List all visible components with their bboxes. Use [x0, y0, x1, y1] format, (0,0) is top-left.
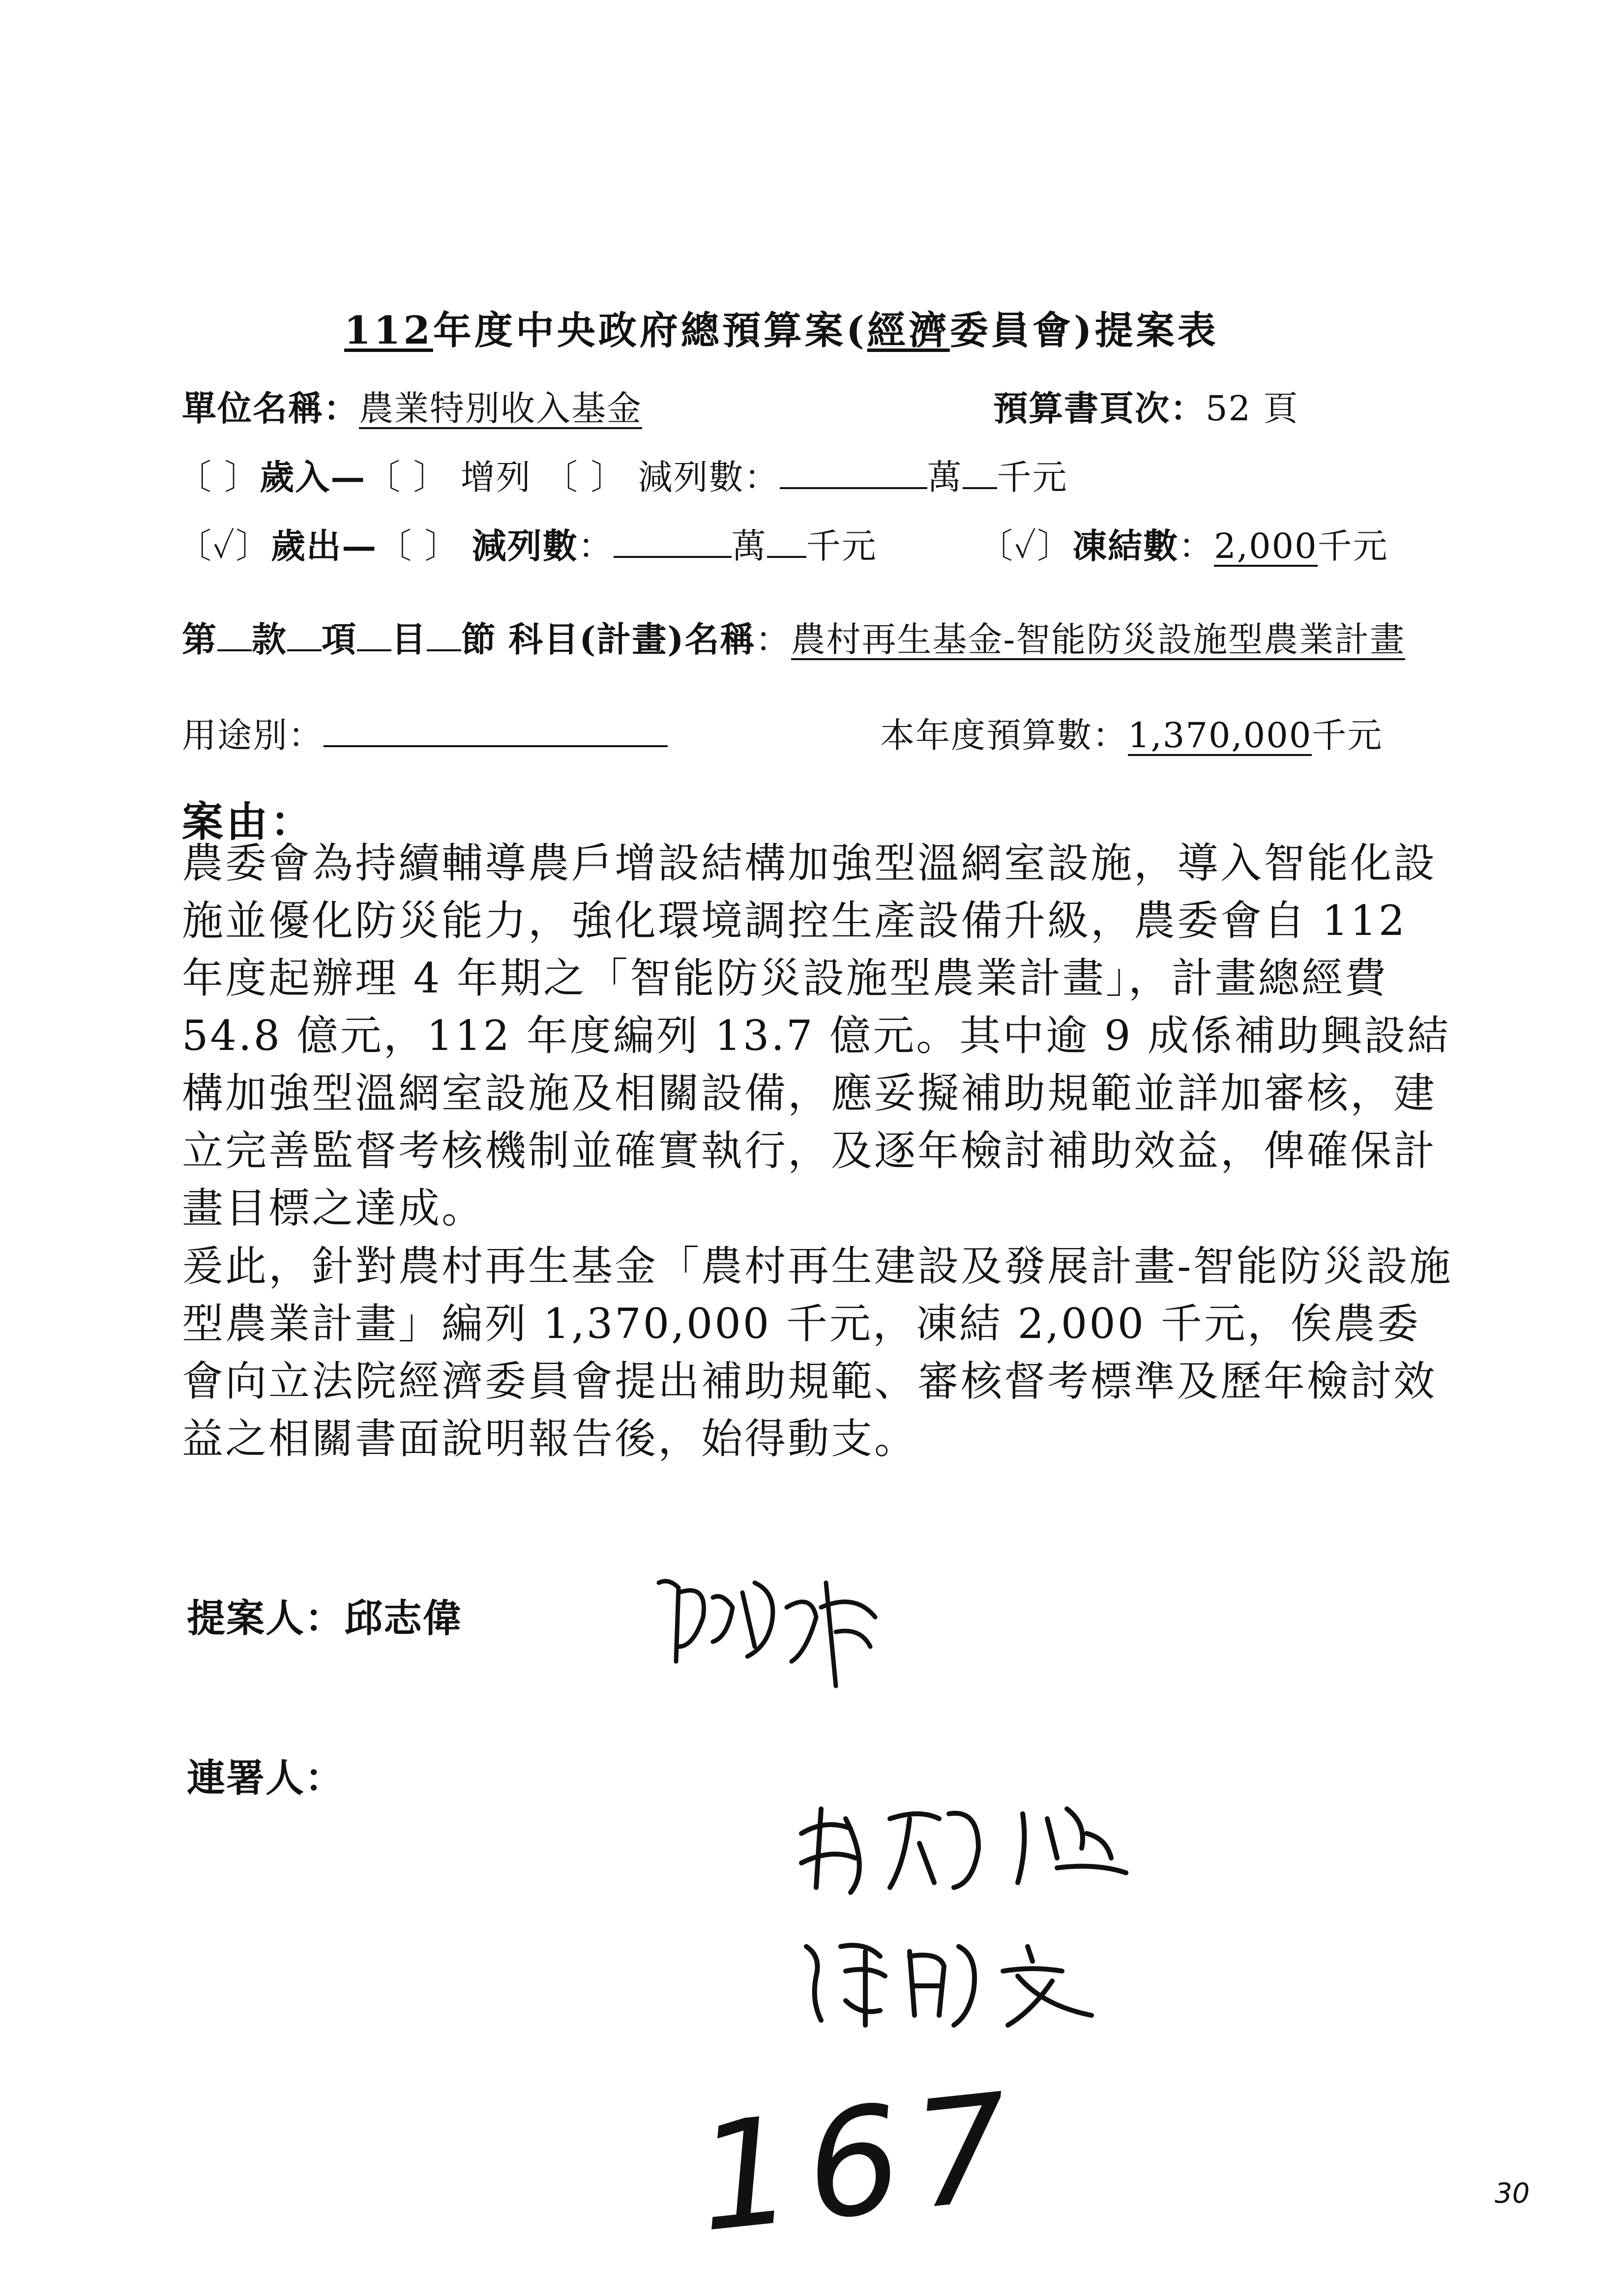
- subject-blank-4: [427, 620, 461, 651]
- revenue-wan: 萬: [927, 457, 963, 497]
- freeze-check: 〔✓〕: [978, 526, 1073, 566]
- usage-row: [182, 708, 668, 757]
- revenue-label: 歲入—: [260, 457, 366, 497]
- subject-kuan: 款: [252, 619, 287, 660]
- expense-row: [177, 519, 877, 568]
- title-post: 委員會)提案表: [949, 308, 1219, 353]
- annual-budget-row: [880, 708, 1383, 757]
- freeze-value: 2,000: [1214, 526, 1318, 566]
- case-paragraph-2: 爰此，針對農村再生基金「農村再生建設及發展計畫-智能防災設施型農業計畫」編列 1,370,000 千元，凍結 2,000 千元，俟農委會向立法院經濟委員會提出補助規範、審核督考標準及歷年檢討效益之相關書面說明報告後，始得動支。: [182, 1242, 1453, 1463]
- subject-di: 第: [182, 619, 217, 660]
- expense-wan: 萬: [731, 526, 767, 566]
- freeze-unit: 千元: [1317, 526, 1388, 566]
- proposer-label: 提案人：: [187, 1596, 345, 1641]
- expense-qian: 千元: [806, 526, 877, 566]
- unit-value: 農業特別收入基金: [359, 388, 642, 429]
- title-pre: 年度中央政府總預算案(: [433, 308, 867, 353]
- subject-blank-1: [217, 620, 252, 651]
- expense-decrease-colon: ：: [578, 526, 614, 566]
- revenue-qian: 千元: [997, 457, 1068, 497]
- freeze-colon: ：: [1179, 526, 1214, 566]
- subject-blank-3: [357, 620, 391, 651]
- page-number: 30: [1495, 2178, 1530, 2209]
- annual-budget-label: 本年度預算數：: [880, 715, 1128, 756]
- case-paragraph-1: 農委會為持續輔導農戶增設結構加強型溫網室設施，導入智能化設施並優化防災能力，強化環境調控生產設備升級，農委會自 112 年度起辦理 4 年期之「智能防災設施型農業計畫」，計畫總經費 54.8 億元，112 年度編列 13.7 億元。其中逾 9 成係補助興設結構加強型溫網室設施及相關設備，應妥擬補助規範並詳加審核，建立完善監督考核機制並確實執行，及逐年檢討補助效益，俾確保計畫目標之達成。: [182, 839, 1451, 1232]
- budget-page-row: [993, 381, 1299, 431]
- usage-label: 用途別：: [182, 715, 324, 756]
- proposer-name: 邱志偉: [344, 1596, 463, 1641]
- budget-page-label: 預算書頁次：: [993, 388, 1206, 429]
- expense-wan-blank: [614, 526, 732, 558]
- subject-jie: 節: [461, 619, 497, 660]
- revenue-decrease: 〔 〕 減列數：: [543, 457, 780, 497]
- subject-label: 科目(計畫)名稱: [508, 619, 756, 660]
- freeze-row: [978, 519, 1388, 568]
- expense-label: 歲出—: [271, 525, 378, 566]
- revenue-increase: 〔 〕 增列: [366, 457, 531, 497]
- expense-qian-blank: [767, 526, 806, 558]
- proposer-signature: [649, 1563, 905, 1701]
- handwritten-number: 167: [690, 2060, 1032, 2265]
- expense-check: 〔✓〕: [177, 526, 271, 566]
- subject-blank-2: [287, 620, 322, 651]
- revenue-qian-blank: [963, 458, 997, 489]
- subject-mu: 目: [391, 619, 427, 660]
- case-heading: 案由：: [182, 797, 315, 846]
- revenue-row: [177, 450, 1068, 499]
- subject-value: 農村再生基金-智能防災設施型農業計畫: [791, 619, 1406, 660]
- cosigner-signature-1: [792, 1789, 1146, 1902]
- freeze-label: 凍結數: [1072, 525, 1179, 566]
- budget-page-value: 52 頁: [1206, 388, 1299, 429]
- annual-budget-value: 1,370,000: [1128, 715, 1312, 756]
- title-year: 112: [344, 308, 433, 353]
- cosigner-label: 連署人：: [187, 1756, 345, 1801]
- subject-row: [182, 612, 1405, 662]
- page-title: [344, 300, 1219, 355]
- expense-decrease-bracket: 〔 〕: [377, 526, 460, 566]
- unit-label: 單位名稱：: [182, 388, 359, 429]
- usage-blank: [324, 716, 668, 747]
- annual-budget-unit: 千元: [1312, 715, 1383, 756]
- cosigner-signature-2: [797, 1927, 1111, 2030]
- subject-xiang: 項: [322, 619, 357, 660]
- revenue-bracket: 〔 〕: [177, 457, 260, 497]
- unit-row: [182, 381, 642, 431]
- subject-colon: ：: [755, 619, 791, 660]
- cosigner-row: [187, 1747, 344, 1802]
- title-committee: 經濟: [867, 308, 950, 353]
- proposer-row: [187, 1588, 462, 1643]
- expense-decrease-label: 減列數: [472, 525, 578, 566]
- revenue-wan-blank: [780, 458, 927, 489]
